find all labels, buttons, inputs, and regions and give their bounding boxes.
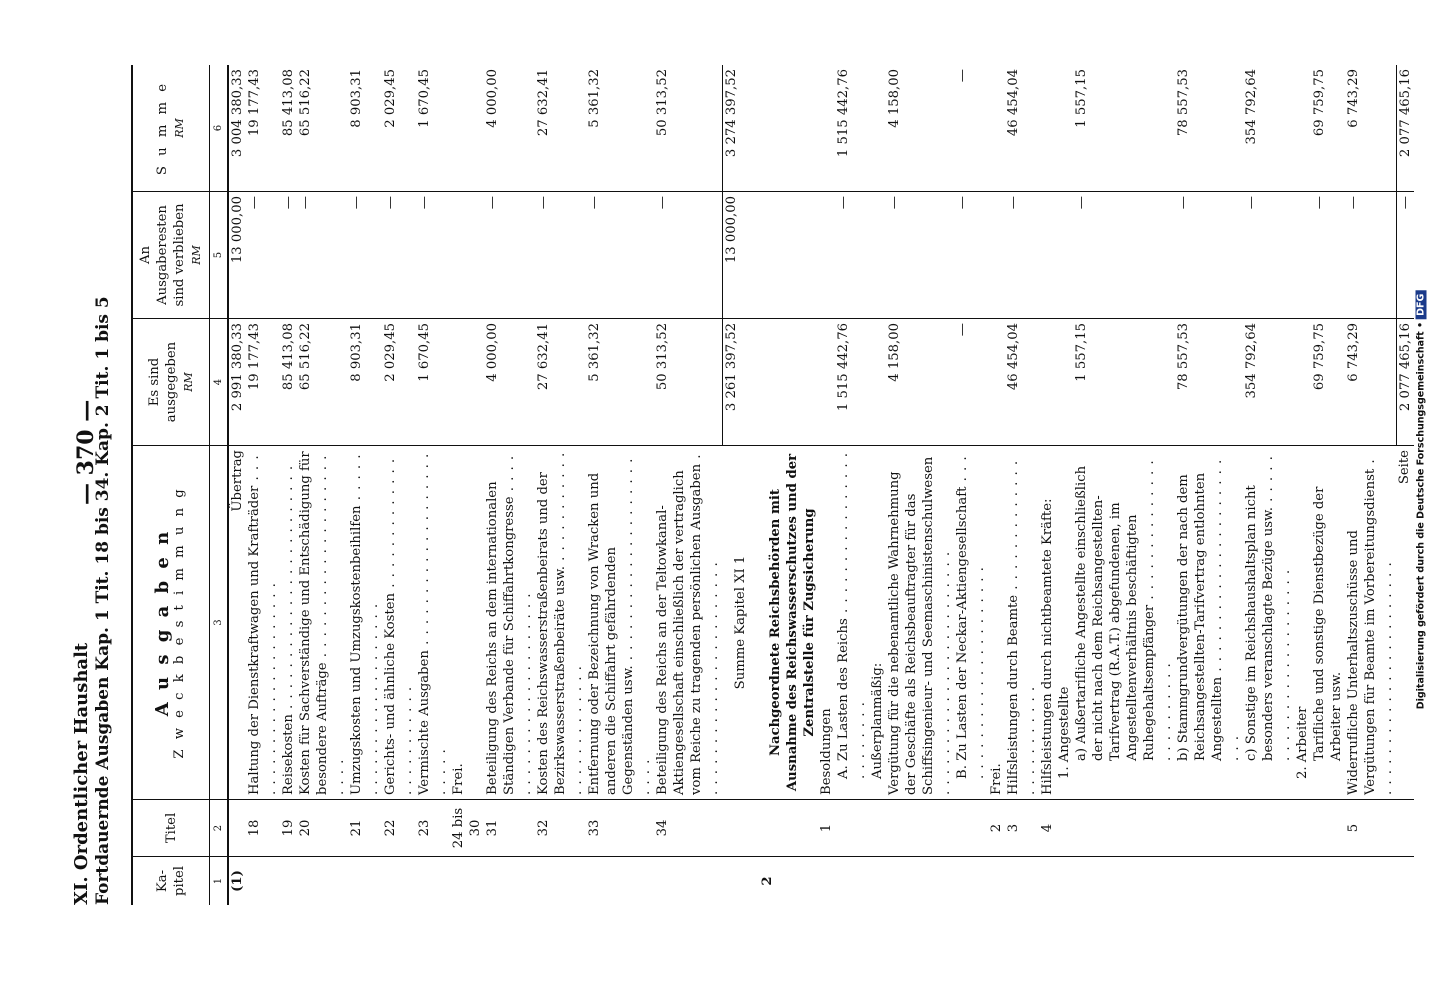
kapitel-cell <box>348 857 382 906</box>
header-ausgabereste <box>132 192 210 319</box>
titel-cell <box>228 800 246 857</box>
titel-cell <box>1073 800 1175 857</box>
titel-cell: 32 <box>535 800 586 857</box>
table-row <box>1175 65 1243 905</box>
ausgabereste-cell <box>1039 192 1056 319</box>
table-row <box>1056 65 1073 905</box>
ausgabereste-cell <box>1294 192 1311 319</box>
ausgabereste-cell: — <box>835 192 869 319</box>
colnum-1: 1 <box>210 857 229 906</box>
summe-cell: 69 759,75 <box>1311 65 1345 192</box>
titel-cell <box>1056 800 1073 857</box>
ausgabereste-cell: — <box>1073 192 1175 319</box>
unit-6: RM <box>173 118 186 138</box>
summe-cell: 1 557,15 <box>1073 65 1175 192</box>
kapitel-cell <box>484 857 535 906</box>
ausgegeben-cell <box>450 319 484 446</box>
ausgabereste-cell: — <box>382 192 416 319</box>
ausgegeben-cell: 1 670,45 <box>416 319 450 446</box>
zweck-cell: Umzugskosten und Umzugskostenbeihilfen . . . <box>348 446 382 800</box>
ausgabereste-cell <box>869 192 886 319</box>
summe-cell: 19 177,43 <box>246 65 280 192</box>
summe-cell: 1 515 442,76 <box>835 65 869 192</box>
ausgabereste-cell: 13 000,00 <box>228 192 246 319</box>
summe-cell: 2 077 465,16 <box>1396 65 1414 192</box>
ausgegeben-cell <box>759 319 818 446</box>
summe-cell: 354 792,64 <box>1243 65 1294 192</box>
titel-cell <box>1294 800 1311 857</box>
ausgegeben-cell: 6 743,29 <box>1345 319 1396 446</box>
titel-cell: 34 <box>654 800 722 857</box>
ausgabereste-cell: — <box>297 192 348 319</box>
ausgegeben-cell: 8 903,31 <box>348 319 382 446</box>
kapitel-cell <box>1294 857 1311 906</box>
titel-cell: 21 <box>348 800 382 857</box>
summe-cell: 27 632,41 <box>535 65 586 192</box>
summe-cell <box>818 65 835 192</box>
titel-cell <box>1243 800 1294 857</box>
header-ausgaben <box>132 446 210 800</box>
titel-cell: 19 <box>280 800 297 857</box>
summe-cell: 3 274 397,52 <box>722 65 759 192</box>
summe-cell <box>450 65 484 192</box>
table-row <box>835 65 869 905</box>
zweck-cell: 2. Arbeiter <box>1294 446 1311 800</box>
titel-cell: 5 <box>1345 800 1396 857</box>
titel-cell: 2 <box>988 800 1005 857</box>
zweck-cell: Frei. <box>988 446 1005 800</box>
ausgabereste-cell <box>988 192 1005 319</box>
table-row <box>348 65 382 905</box>
titel-cell <box>835 800 869 857</box>
table-row <box>954 65 988 905</box>
ausgegeben-cell: 5 361,32 <box>586 319 654 446</box>
table-row <box>484 65 535 905</box>
section-title: XI. Ordentlicher Haushalt <box>71 642 92 905</box>
ausgabereste-cell: — <box>654 192 722 319</box>
kapitel-cell: 2 <box>760 876 775 886</box>
table-row <box>818 65 835 905</box>
ausgabereste-cell <box>1056 192 1073 319</box>
summe-cell <box>1056 65 1073 192</box>
table-row <box>869 65 886 905</box>
ausgegeben-cell <box>1056 319 1073 446</box>
table-row <box>1039 65 1056 905</box>
ausgegeben-cell <box>818 319 835 446</box>
unit-5: RM <box>190 245 203 265</box>
zweck-cell: B. Zu Lasten der Neckar-Aktiengesellschaft . . . <box>954 446 988 800</box>
ausgabereste-cell: — <box>416 192 450 319</box>
ausgabereste-cell: — <box>886 192 954 319</box>
titel-cell <box>869 800 886 857</box>
ausgegeben-cell: 85 413,08 <box>280 319 297 446</box>
budget-table <box>131 65 1414 905</box>
watermark-text: Digitalisierung gefördert durch die Deutsche Forschungsgemeinschaft • <box>1415 321 1427 710</box>
titel-cell <box>954 800 988 857</box>
table-row <box>988 65 1005 905</box>
summe-cell: 65 516,22 <box>297 65 348 192</box>
colnum-5: 5 <box>210 192 229 319</box>
zweck-cell: Nachgeordnete Reichsbehörden mit Ausnahme des Reichswasserschutzes und der Zentralstelle für Zugsicherung <box>759 446 818 800</box>
ausgabereste-cell <box>818 192 835 319</box>
ausgabereste-cell: — <box>348 192 382 319</box>
ausgegeben-cell <box>988 319 1005 446</box>
ausgegeben-cell: 2 991 380,33 <box>228 319 246 446</box>
zweck-cell: Vermischte Ausgaben . . . <box>416 446 450 800</box>
ausgegeben-cell <box>1294 319 1311 446</box>
summe-cell <box>759 65 818 192</box>
kapitel-cell <box>654 857 722 906</box>
zweck-cell: Summe Kapitel XI 1 <box>722 446 759 800</box>
summe-cell: 1 670,45 <box>416 65 450 192</box>
table-row <box>654 65 722 905</box>
ausgegeben-cell: 46 454,04 <box>1005 319 1039 446</box>
table-row <box>886 65 954 905</box>
ausgabereste-cell: — <box>1005 192 1039 319</box>
zweck-cell: Haltung der Dienstkraftwagen und Krafträder . . . <box>246 446 280 800</box>
table-row <box>297 65 348 905</box>
ausgegeben-cell: 1 557,15 <box>1073 319 1175 446</box>
header-ausgegeben <box>132 319 210 446</box>
titel-cell: 22 <box>382 800 416 857</box>
titel-cell: 20 <box>297 800 348 857</box>
ausgegeben-cell: — <box>954 319 988 446</box>
ausgabereste-cell: — <box>586 192 654 319</box>
table-row <box>1345 65 1396 905</box>
kapitel-cell <box>1175 857 1243 906</box>
table-row <box>1294 65 1311 905</box>
dfg-watermark <box>1410 10 1432 990</box>
header-zweck: Z w e c k b e s t i m m u n g <box>172 486 187 759</box>
kapitel-cell: (1) <box>230 870 245 892</box>
summe-cell: 5 361,32 <box>586 65 654 192</box>
ausgegeben-cell: 65 516,22 <box>297 319 348 446</box>
kapitel-cell <box>954 857 988 906</box>
ausgabereste-cell: — <box>1175 192 1243 319</box>
unit-4: RM <box>181 372 195 392</box>
titel-cell: 33 <box>586 800 654 857</box>
colnum-6: 6 <box>210 65 229 192</box>
zweck-cell: Entfernung oder Bezeichnung von Wracken und anderen die Schiffahrt gefährdenden Gegenständen usw. . . . <box>586 446 654 800</box>
zweck-cell: Kosten des Reichswasserstraßenbeirats und der Bezirkswasserstraßenbeiräte usw. . . . <box>535 446 586 800</box>
ausgabereste-cell: — <box>280 192 297 319</box>
ausgegeben-cell <box>1039 319 1056 446</box>
zweck-cell: Beteiligung des Reichs an der Teltowkanal-Aktiengesellschaft einschließlich der vertraglich vom Reiche zu tragenden persönlichen Ausgaben . . . <box>654 446 722 800</box>
kapitel-cell <box>280 857 297 906</box>
ausgabereste-cell <box>759 192 818 319</box>
kapitel-cell <box>1039 857 1056 906</box>
header-summe-label: S u m m e <box>155 80 170 176</box>
summe-cell: 46 454,04 <box>1005 65 1039 192</box>
section-subtitle: Fortdauernde Ausgaben Kap. 1 Tit. 18 bis 34. Kap. 2 Tit. 1 bis 5 <box>93 296 113 905</box>
summe-cell <box>1294 65 1311 192</box>
zweck-cell: Besoldungen <box>818 446 835 800</box>
table-row <box>1073 65 1175 905</box>
zweck-cell: A. Zu Lasten des Reichs . . . <box>835 446 869 800</box>
titel-cell <box>722 800 759 857</box>
zweck-cell: Kosten für Sachverständige und Entschädigung für besondere Aufträge . . . <box>297 446 348 800</box>
kapitel-cell <box>1311 857 1345 906</box>
summe-cell: 4 158,00 <box>886 65 954 192</box>
ausgegeben-cell: 4 000,00 <box>484 319 535 446</box>
titel-cell: 3 <box>1005 800 1039 857</box>
zweck-cell: c) Sonstige im Reichshaushaltsplan nicht besonders veranschlagte Bezüge usw. . . . <box>1243 446 1294 800</box>
dfg-logo: DFG <box>1416 291 1427 319</box>
table-row <box>416 65 450 905</box>
titel-cell: 18 <box>246 800 280 857</box>
ausgabereste-cell <box>450 192 484 319</box>
ausgegeben-cell: 50 313,52 <box>654 319 722 446</box>
zweck-cell: Außerplanmäßig: <box>869 446 886 800</box>
header-ausgaben-title: A u s g a b e n <box>152 528 173 717</box>
ausgegeben-cell: 354 792,64 <box>1243 319 1294 446</box>
ausgegeben-cell: 2 077 465,16 <box>1396 319 1414 446</box>
document-page <box>67 65 1413 935</box>
titel-cell: 23 <box>416 800 450 857</box>
summe-cell: 4 000,00 <box>484 65 535 192</box>
summe-cell <box>1039 65 1056 192</box>
kapitel-cell <box>297 857 348 906</box>
ausgegeben-cell: 78 557,53 <box>1175 319 1243 446</box>
kapitel-cell <box>535 857 586 906</box>
titel-cell: 31 <box>484 800 535 857</box>
table-row <box>722 65 759 905</box>
kapitel-cell <box>988 857 1005 906</box>
ausgegeben-cell: 27 632,41 <box>535 319 586 446</box>
ausgabereste-cell: — <box>484 192 535 319</box>
colnum-4: 4 <box>210 319 229 446</box>
kapitel-cell <box>869 857 886 906</box>
kapitel-cell <box>886 857 954 906</box>
kapitel-cell <box>818 857 835 906</box>
zweck-cell: Vergütung für die nebenamtliche Wahrnehmung der Geschäfte als Reichsbeauftragter für das Schiffsingenieur- und Seemaschinistenschulwesen . . . <box>886 446 954 800</box>
kapitel-cell <box>1056 857 1073 906</box>
ausgegeben-cell <box>869 319 886 446</box>
ausgegeben-cell: 69 759,75 <box>1311 319 1345 446</box>
table-row <box>1005 65 1039 905</box>
table-row <box>535 65 586 905</box>
ausgabereste-cell: — <box>1396 192 1414 319</box>
zweck-cell: Tarifliche und sonstige Dienstbezüge der Arbeiter usw. <box>1311 446 1345 800</box>
zweck-cell: Reisekosten . . . <box>280 446 297 800</box>
summe-cell: 6 743,29 <box>1345 65 1396 192</box>
kapitel-cell <box>450 857 484 906</box>
summe-cell <box>988 65 1005 192</box>
summe-cell: 3 004 380,33 <box>228 65 246 192</box>
ausgegeben-cell: 2 029,45 <box>382 319 416 446</box>
table-row <box>382 65 416 905</box>
header-ausgabereste-label: An Ausgaberesten sind verblieben <box>138 203 187 307</box>
summe-cell: 2 029,45 <box>382 65 416 192</box>
kapitel-cell <box>586 857 654 906</box>
kapitel-cell <box>722 857 759 906</box>
summe-cell <box>869 65 886 192</box>
zweck-cell: Hilfsleistungen durch Beamte . . . <box>1005 446 1039 800</box>
zweck-cell: Hilfsleistungen durch nichtbeamtete Kräfte: <box>1039 446 1056 800</box>
summe-cell: 85 413,08 <box>280 65 297 192</box>
zweck-cell: Gerichts- und ähnliche Kosten . . . <box>382 446 416 800</box>
titel-cell <box>1175 800 1243 857</box>
ausgegeben-cell: 19 177,43 <box>246 319 280 446</box>
zweck-cell: a) Außertarifliche Angestellte einschließlich der nicht nach dem Reichsangestellten-Tarifvertrag (R.A.T.) abgefundenen, im Angestelltenverhältnis beschäftigten Ruhegehaltsempfänger . . . <box>1073 446 1175 800</box>
table-row <box>1243 65 1294 905</box>
ausgabereste-cell: — <box>1311 192 1345 319</box>
ausgabereste-cell: — <box>535 192 586 319</box>
titel-cell: 24 bis 30 <box>450 800 484 857</box>
kapitel-cell <box>382 857 416 906</box>
titel-cell: 4 <box>1039 800 1056 857</box>
ausgabereste-cell: — <box>954 192 988 319</box>
titel-cell <box>759 800 818 857</box>
kapitel-cell <box>1073 857 1175 906</box>
colnum-2: 2 <box>210 800 229 857</box>
zweck-cell: Widerrufliche Unterhaltszuschüsse und Vergütungen für Beamte im Vorbereitungsdienst . . . <box>1345 446 1396 800</box>
ausgabereste-cell: — <box>1345 192 1396 319</box>
kapitel-cell <box>1005 857 1039 906</box>
header-ausgegeben-label: Es sind ausgegeben <box>146 341 179 423</box>
header-summe <box>132 65 210 192</box>
table-row <box>1311 65 1345 905</box>
table-row <box>586 65 654 905</box>
kapitel-cell <box>246 857 280 906</box>
table-row <box>280 65 297 905</box>
zweck-cell: b) Stammgrundvergütungen der nach dem Reichsangestellten-Tarifvertrag entlohnten Angestellten . . . <box>1175 446 1243 800</box>
ausgabereste-cell: — <box>1243 192 1294 319</box>
header-kapitel: Ka-pitel <box>132 857 210 906</box>
summe-cell: 78 557,53 <box>1175 65 1243 192</box>
ausgegeben-cell: 3 261 397,52 <box>722 319 759 446</box>
titel-cell <box>886 800 954 857</box>
table-row <box>759 65 818 905</box>
ausgabereste-cell: — <box>246 192 280 319</box>
table-row <box>228 65 246 905</box>
kapitel-cell <box>1345 857 1396 906</box>
kapitel-cell <box>835 857 869 906</box>
zweck-cell: Beteiligung des Reichs an dem internationalen Ständigen Verbande für Schiffahrtkongresse . . . <box>484 446 535 800</box>
table-row <box>450 65 484 905</box>
summe-cell: 50 313,52 <box>654 65 722 192</box>
zweck-cell: Seite <box>1396 446 1414 800</box>
ausgegeben-cell: 4 158,00 <box>886 319 954 446</box>
zweck-cell: Übertrag <box>228 446 246 800</box>
table-row <box>246 65 280 905</box>
titel-cell <box>1311 800 1345 857</box>
header-titel: Titel <box>132 800 210 857</box>
ausgegeben-cell: 1 515 442,76 <box>835 319 869 446</box>
kapitel-cell <box>1243 857 1294 906</box>
summe-cell: 8 903,31 <box>348 65 382 192</box>
summe-cell: — <box>954 65 988 192</box>
page-number: — 370 — <box>73 399 99 505</box>
titel-cell: 1 <box>818 800 835 857</box>
zweck-cell: Frei. <box>450 446 484 800</box>
kapitel-cell <box>416 857 450 906</box>
ausgabereste-cell: 13 000,00 <box>722 192 759 319</box>
colnum-3: 3 <box>210 446 229 800</box>
zweck-cell: 1. Angestellte <box>1056 446 1073 800</box>
